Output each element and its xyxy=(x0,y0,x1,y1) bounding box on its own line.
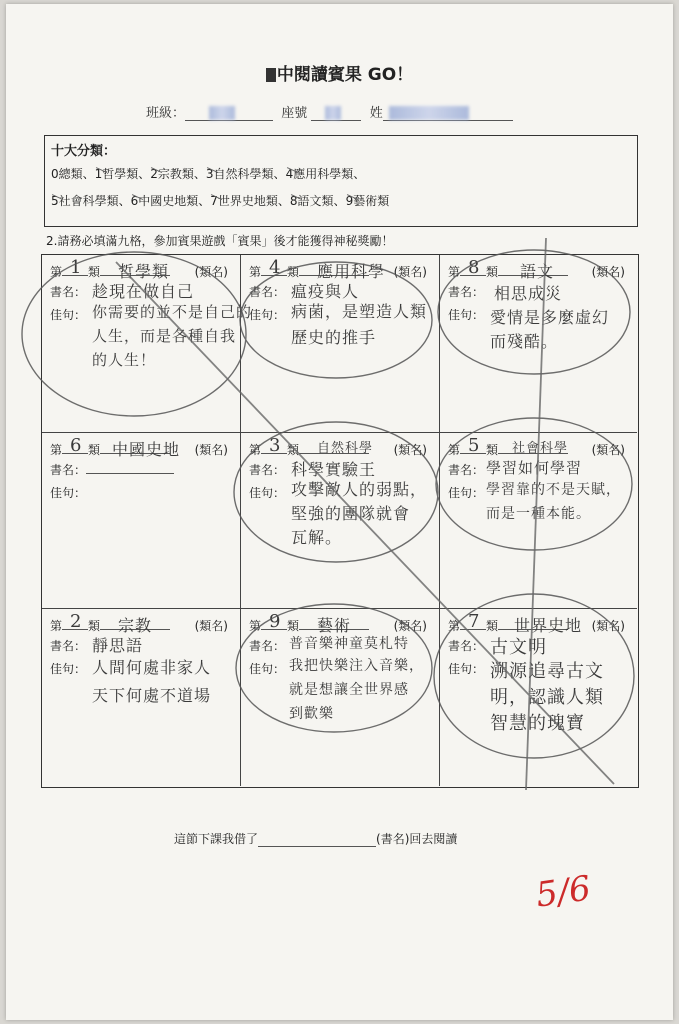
cell-quote-label: 佳句： xyxy=(50,308,87,322)
handwritten-book: 科學實驗王 xyxy=(291,460,377,479)
cell-genre-label: (類名) xyxy=(393,619,427,633)
cell-quote-label: 佳句： xyxy=(448,486,485,500)
footer-after: (書名)回去閱讀 xyxy=(376,832,458,846)
handwritten-category: 社會科學 xyxy=(512,441,569,456)
worksheet-paper xyxy=(6,4,673,1020)
cell-genre-label: (類名) xyxy=(393,443,427,457)
worksheet-title xyxy=(6,60,673,85)
handwritten-quote-line: 愛情是多麼虛幻 xyxy=(490,308,610,327)
handwritten-quote-line: 智慧的瑰寶 xyxy=(490,713,585,734)
handwritten-book: 相思成災 xyxy=(494,284,563,303)
handwritten-number: 7 xyxy=(468,611,481,632)
handwritten-category: 應用科學 xyxy=(317,262,386,281)
borrow-book-field[interactable] xyxy=(258,846,376,847)
handwritten-category: 藝術 xyxy=(317,616,352,635)
handwritten-number: 9 xyxy=(269,611,282,632)
handwritten-quote-line: 的人生！ xyxy=(92,351,157,369)
handwritten-quote-line: 堅強的團隊就會 xyxy=(291,504,411,523)
cell-head: 第 類 xyxy=(249,441,369,458)
cell-quote-label: 佳句： xyxy=(448,308,485,322)
teacher-grade: 5/6 xyxy=(533,868,594,916)
category-row-2 xyxy=(51,192,631,209)
handwritten-category: 中國史地 xyxy=(112,440,181,459)
handwritten-quote-line: 你需要的並不是自己的 xyxy=(92,303,253,321)
cell-book-label: 書名： xyxy=(50,639,87,653)
handwritten-quote-line: 明，認識人類 xyxy=(490,687,604,708)
cell-book-label: 書名： xyxy=(249,463,286,477)
bingo-cell[interactable] xyxy=(440,609,637,786)
bingo-cell[interactable] xyxy=(440,433,637,609)
handwritten-category: 語文 xyxy=(520,262,555,281)
cell-quote-label: 佳句： xyxy=(50,486,87,500)
cell-book-label: 書名： xyxy=(448,285,485,299)
handwritten-number: 1 xyxy=(70,257,83,278)
footer-before: 這節下課我借了 xyxy=(174,832,259,846)
handwritten-number: 4 xyxy=(269,257,282,278)
cell-quote-label: 佳句： xyxy=(448,662,485,676)
bingo-grid xyxy=(41,254,639,788)
cell-quote-label: 佳句： xyxy=(249,486,286,500)
handwritten-quote-line: 到歡樂 xyxy=(289,706,334,722)
handwritten-number: 5 xyxy=(468,435,481,456)
handwritten-book: 普音樂神童莫札特 xyxy=(289,636,409,652)
title-text: 中閱讀賓果 GO！ xyxy=(276,65,414,85)
bingo-cell[interactable] xyxy=(241,433,440,609)
cell-genre-label: (類名) xyxy=(591,265,625,279)
handwritten-quote-line: 而是一種本能。 xyxy=(486,506,591,522)
handwritten-quote-line: 而殘酷。 xyxy=(490,332,559,351)
handwritten-quote-line: 攻擊敵人的弱點， xyxy=(291,480,428,499)
category-1: 1哲學類、 xyxy=(94,167,151,181)
class-field[interactable] xyxy=(185,108,273,121)
category-4: 4應用科學類、 xyxy=(285,167,366,181)
bingo-cell[interactable] xyxy=(440,255,637,433)
category-6: 6中國史地類、 xyxy=(130,194,211,208)
handwritten-number: 6 xyxy=(70,435,83,456)
handwritten-number: 2 xyxy=(70,611,83,632)
class-label: 班級： xyxy=(146,106,186,121)
category-row-1 xyxy=(51,165,631,182)
cell-book-label: 書名： xyxy=(249,285,286,299)
handwritten-number: 3 xyxy=(269,435,282,456)
handwritten-quote-line: 病菌，是塑造人類 xyxy=(291,302,428,321)
handwritten-book: 學習如何學習 xyxy=(486,459,583,477)
cell-head: 第 類 xyxy=(448,263,568,280)
handwritten-quote-line: 瓦解。 xyxy=(291,528,343,547)
handwritten-category: 宗教 xyxy=(118,616,153,635)
category-heading: 十大分類： xyxy=(51,144,117,159)
cell-book-label: 書名： xyxy=(249,639,286,653)
instruction-text: 2.請務必填滿九格，參加賓果遊戲「賓果」後才能獲得神秘獎勵！ xyxy=(46,234,394,248)
handwritten-quote-line: 天下何處不道場 xyxy=(92,686,212,705)
cell-genre-label: (類名) xyxy=(194,265,228,279)
category-legend xyxy=(44,135,638,227)
cell-head: 第 類 xyxy=(249,617,369,634)
handwritten-book: 靜思語 xyxy=(92,636,144,655)
handwritten-quote-line: 人生，而是各種自我 xyxy=(92,327,237,345)
cell-book-label: 書名： xyxy=(448,463,485,477)
cell-book-label: 書名： xyxy=(448,639,485,653)
bingo-cell[interactable] xyxy=(241,255,440,433)
cell-quote-label: 佳句： xyxy=(50,662,87,676)
handwritten-book: 趁現在做自己 xyxy=(92,282,195,301)
name-field[interactable] xyxy=(383,108,513,121)
cell-head: 第 類 xyxy=(50,441,170,458)
footer-line xyxy=(174,830,457,847)
bingo-cell[interactable] xyxy=(241,609,440,786)
seat-field[interactable] xyxy=(311,108,361,121)
bingo-cell[interactable] xyxy=(42,609,241,786)
handwritten-category: 世界史地 xyxy=(514,616,583,635)
handwritten-quote-line: 我把快樂注入音樂， xyxy=(289,658,424,674)
cell-genre-label: (類名) xyxy=(393,265,427,279)
cell-genre-label: (類名) xyxy=(194,443,228,457)
handwritten-category: 自然科學 xyxy=(317,441,374,456)
bingo-cell[interactable] xyxy=(42,255,253,433)
category-2: 2宗教類、 xyxy=(150,167,206,181)
handwritten-quote-line: 就是想讓全世界感 xyxy=(289,682,409,698)
category-9: 9藝術類 xyxy=(345,194,390,208)
cell-head: 第 類 xyxy=(50,263,170,280)
category-7: 7世界史地類、 xyxy=(210,194,290,208)
cell-head: 第 類 xyxy=(249,263,369,280)
handwritten-book: 古文明 xyxy=(490,637,547,658)
cell-head: 第 類 xyxy=(448,441,568,458)
handwritten-book: 瘟疫與人 xyxy=(291,282,360,301)
cell-genre-label: (類名) xyxy=(591,443,625,457)
category-3: 3自然科學類、 xyxy=(205,167,286,181)
handwritten-quote-line: 學習靠的不是天賦， xyxy=(486,482,621,498)
bingo-cell[interactable] xyxy=(42,433,241,609)
cell-quote-label: 佳句： xyxy=(249,308,286,322)
handwritten-quote-line: 人間何處非家人 xyxy=(92,658,212,677)
handwritten-number: 8 xyxy=(468,257,481,278)
handwritten-quote-line: 溯源追尋古文 xyxy=(490,661,604,682)
student-info-line xyxy=(146,102,513,121)
category-8: 8語文類、 xyxy=(289,194,346,208)
cell-head: 第 類 xyxy=(448,617,568,634)
handwritten-quote-line: 歷史的推手 xyxy=(291,328,377,347)
name-label: 姓 xyxy=(369,106,383,121)
cell-book-label: 書名： xyxy=(50,285,87,299)
cell-book-label: 書名： xyxy=(50,461,174,478)
handwritten-category: 哲學類 xyxy=(118,262,170,281)
cell-genre-label: (類名) xyxy=(591,619,625,633)
category-0: 0總類、 xyxy=(51,167,95,181)
seat-label: 座號 xyxy=(281,106,308,121)
cell-head: 第 類 xyxy=(50,617,170,634)
cell-genre-label: (類名) xyxy=(194,619,228,633)
category-5: 5社會科學類、 xyxy=(51,194,131,208)
cell-quote-label: 佳句： xyxy=(249,662,286,676)
